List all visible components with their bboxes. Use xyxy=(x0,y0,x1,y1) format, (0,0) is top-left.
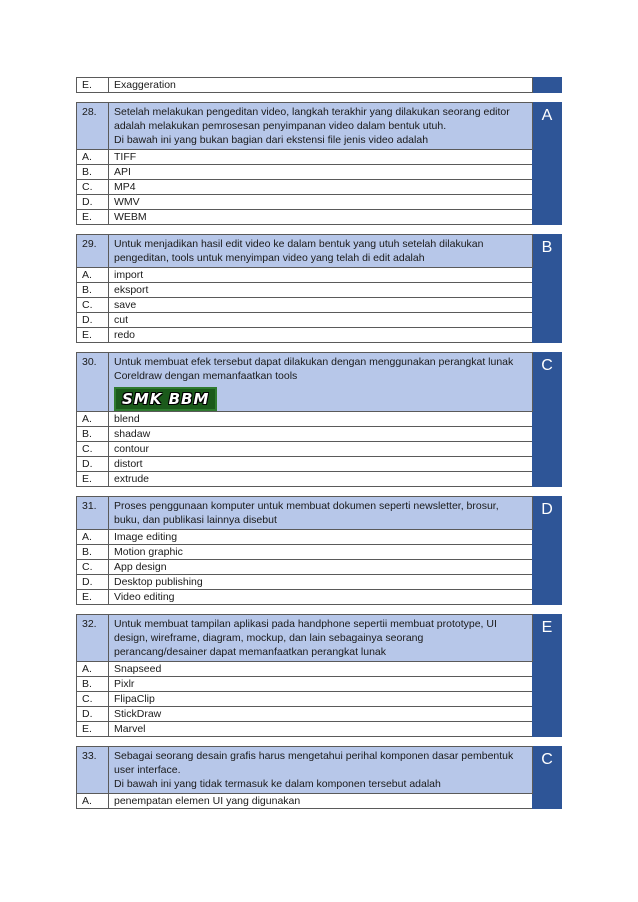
option-row xyxy=(77,545,562,560)
question-line: Untuk menjadikan hasil edit video ke dalam bentuk yang utuh setelah dilakukan xyxy=(114,238,484,250)
question-text xyxy=(109,747,533,794)
option-row xyxy=(77,575,562,590)
option-letter: D. xyxy=(77,457,109,472)
option-row xyxy=(77,150,562,165)
question-line: Untuk membuat efek tersebut dapat dilakukan dengan menggunakan perangkat lunak xyxy=(114,356,514,368)
option-letter: C. xyxy=(77,180,109,195)
option-text: contour xyxy=(109,442,533,457)
option-text: App design xyxy=(109,560,533,575)
option-letter: E. xyxy=(77,78,109,93)
option-row xyxy=(77,180,562,195)
option-letter: A. xyxy=(77,530,109,545)
option-row xyxy=(77,530,562,545)
option-text: save xyxy=(109,298,533,313)
question-number: 30. xyxy=(77,353,109,412)
option-letter: B. xyxy=(77,677,109,692)
option-row xyxy=(77,662,562,677)
option-row xyxy=(77,707,562,722)
answer-key: E xyxy=(533,615,562,737)
question-line: Di bawah ini yang bukan bagian dari ekstensi file jenis video adalah xyxy=(114,134,429,146)
option-letter: D. xyxy=(77,707,109,722)
question-text xyxy=(109,353,533,412)
option-text: WEBM xyxy=(109,210,533,225)
option-row xyxy=(77,78,562,93)
question-line: Untuk membuat tampilan aplikasi pada handphone sepertii membuat prototype, UI xyxy=(114,618,497,630)
option-row xyxy=(77,210,562,225)
option-letter: B. xyxy=(77,165,109,180)
option-letter: E. xyxy=(77,472,109,487)
option-letter: E. xyxy=(77,590,109,605)
option-row xyxy=(77,268,562,283)
option-letter: A. xyxy=(77,794,109,809)
option-letter: E. xyxy=(77,328,109,343)
question-line: Coreldraw dengan memanfaatkan tools xyxy=(114,370,298,382)
answer-key: A xyxy=(533,103,562,225)
option-text: Marvel xyxy=(109,722,533,737)
option-row xyxy=(77,328,562,343)
option-letter: B. xyxy=(77,427,109,442)
option-letter: E. xyxy=(77,210,109,225)
question-number: 33. xyxy=(77,747,109,794)
question-row xyxy=(77,353,562,412)
option-text: extrude xyxy=(109,472,533,487)
option-letter: A. xyxy=(77,268,109,283)
option-letter: B. xyxy=(77,545,109,560)
question-table-prev xyxy=(76,77,562,93)
question-line: design, wireframe, diagram, mockup, dan lain sebagainya seorang xyxy=(114,632,424,644)
option-text: StickDraw xyxy=(109,707,533,722)
question-line: pengeditan, tools untuk menyimpan video yang telah di edit adalah xyxy=(114,252,425,264)
option-letter: C. xyxy=(77,560,109,575)
question-table-28 xyxy=(76,102,562,225)
option-text: MP4 xyxy=(109,180,533,195)
option-letter: A. xyxy=(77,150,109,165)
answer-key: B xyxy=(533,235,562,343)
question-text xyxy=(109,103,533,150)
answer-key: C xyxy=(533,747,562,809)
option-letter: A. xyxy=(77,412,109,427)
option-text: Snapseed xyxy=(109,662,533,677)
question-table-32 xyxy=(76,614,562,737)
option-row xyxy=(77,195,562,210)
option-row xyxy=(77,283,562,298)
option-text: Pixlr xyxy=(109,677,533,692)
option-letter: C. xyxy=(77,692,109,707)
question-number: 31. xyxy=(77,497,109,530)
option-row xyxy=(77,457,562,472)
question-line: Di bawah ini yang tidak termasuk ke dalam komponen tersebut adalah xyxy=(114,778,441,790)
option-row xyxy=(77,165,562,180)
question-table-31 xyxy=(76,496,562,605)
question-line: buku, dan publikasi lainnya disebut xyxy=(114,514,277,526)
question-number: 28. xyxy=(77,103,109,150)
question-line: perancang/desainer dapat memanfaatkan perangkat lunak xyxy=(114,646,387,658)
option-row xyxy=(77,722,562,737)
option-row xyxy=(77,427,562,442)
option-text: Desktop publishing xyxy=(109,575,533,590)
question-row xyxy=(77,747,562,794)
question-row xyxy=(77,235,562,268)
question-table-30 xyxy=(76,352,562,487)
question-table-33 xyxy=(76,746,562,809)
question-text xyxy=(109,497,533,530)
option-row xyxy=(77,472,562,487)
option-text: blend xyxy=(109,412,533,427)
question-line: Setelah melakukan pengeditan video, langkah terakhir yang dilakukan seorang editor xyxy=(114,106,510,118)
option-row xyxy=(77,560,562,575)
option-letter: E. xyxy=(77,722,109,737)
option-letter: A. xyxy=(77,662,109,677)
question-table-29 xyxy=(76,234,562,343)
question-row xyxy=(77,103,562,150)
option-row xyxy=(77,313,562,328)
question-number: 29. xyxy=(77,235,109,268)
option-text: import xyxy=(109,268,533,283)
question-number: 32. xyxy=(77,615,109,662)
quiz-page xyxy=(76,77,561,809)
option-text: Image editing xyxy=(109,530,533,545)
answer-cell xyxy=(533,78,562,93)
option-text: Exaggeration xyxy=(109,78,533,93)
answer-key: D xyxy=(533,497,562,605)
question-line: user interface. xyxy=(114,764,181,776)
option-text: WMV xyxy=(109,195,533,210)
option-row xyxy=(77,590,562,605)
option-letter: D. xyxy=(77,313,109,328)
option-text: cut xyxy=(109,313,533,328)
question-text xyxy=(109,235,533,268)
option-letter: D. xyxy=(77,195,109,210)
option-text: distort xyxy=(109,457,533,472)
question-line: Proses penggunaan komputer untuk membuat dokumen seperti newsletter, brosur, xyxy=(114,500,499,512)
question-text xyxy=(109,615,533,662)
option-letter: C. xyxy=(77,442,109,457)
option-text: Video editing xyxy=(109,590,533,605)
question-line: Sebagai seorang desain grafis harus mengetahui perihal komponen dasar pembentuk xyxy=(114,750,514,762)
option-row xyxy=(77,298,562,313)
option-text: penempatan elemen UI yang digunakan xyxy=(109,794,533,809)
option-text: shadaw xyxy=(109,427,533,442)
effect-sample-image xyxy=(114,383,527,409)
option-text: TIFF xyxy=(109,150,533,165)
option-row xyxy=(77,677,562,692)
answer-key: C xyxy=(533,353,562,487)
option-letter: B. xyxy=(77,283,109,298)
option-letter: C. xyxy=(77,298,109,313)
option-text: FlipaClip xyxy=(109,692,533,707)
option-text: API xyxy=(109,165,533,180)
question-row xyxy=(77,615,562,662)
option-row xyxy=(77,794,562,809)
smk-bbm-logo: SMK BBM xyxy=(114,387,217,411)
option-row xyxy=(77,692,562,707)
option-letter: D. xyxy=(77,575,109,590)
option-text: eksport xyxy=(109,283,533,298)
option-row xyxy=(77,412,562,427)
option-row xyxy=(77,442,562,457)
option-text: redo xyxy=(109,328,533,343)
option-text: Motion graphic xyxy=(109,545,533,560)
question-line: adalah melakukan pemrosesan penyimpanan video dalam bentuk utuh. xyxy=(114,120,447,132)
question-row xyxy=(77,497,562,530)
